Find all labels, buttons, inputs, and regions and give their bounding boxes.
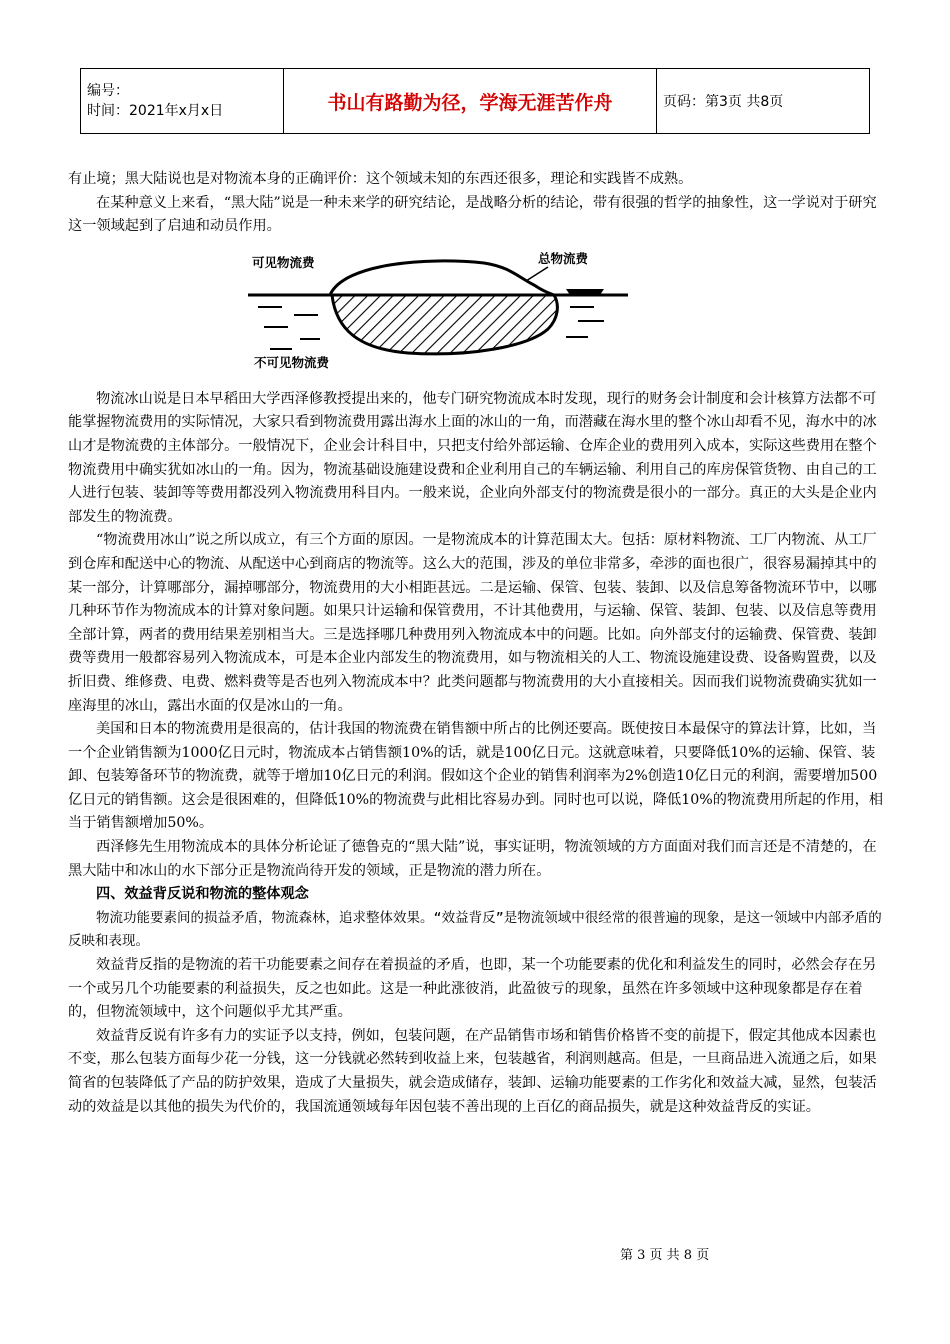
paragraph: 美国和日本的物流费用是很高的，估计我国的物流费在销售额中所占的比例还要高。既使按日本最保守的算法计算，比如，当一个企业销售额为1000亿日元时，物流成本占销售额10%的话，就是100亿日元。这就意味着，只要降低10%的运输、保管、装卸、包装筹备环节的物流费，就等于增加10亿日元的利润。假如这个企业的销售利润率为2%创造10亿日元的利润，需要增加500亿日元的销售额。这会是很困难的，但降低10%的物流费与此相比容易办到。同时也可以说，降低10%的物流费用所起的作用，相当于销售额增加50%。 <box>68 721 884 832</box>
paragraph: 西泽修先生用物流成本的具体分析论证了德鲁克的“黑大陆”说，事实证明，物流领域的方方面面对我们而言还是不清楚的，在黑大陆中和冰山的水下部分正是物流尚待开发的领域，正是物流的潜力所在。 <box>68 839 877 879</box>
iceberg-figure <box>248 249 628 374</box>
header-motto: 书山有路勤为径，学海无涯苦作舟 <box>284 69 657 134</box>
paragraph: 有止境；黑大陆说也是对物流本身的正确评价：这个领域未知的东西还很多，理论和实践皆不成熟。 <box>68 171 693 187</box>
label-invisible-cost: 不可见物流费 <box>254 354 330 370</box>
label-visible-cost: 可见物流费 <box>252 254 315 270</box>
paragraph: 物流冰山说是日本早稻田大学西泽修教授提出来的，他专门研究物流成本时发现，现行的财务会计制度和会计核算方法都不可能掌握物流费用的实际情况，大家只看到物流费用露出海水上面的冰山的一角，而潜藏在海水里的整个冰山却看不见，海水中的冰山才是物流费的主体部分。一般情况下，企业会计科目中，只把支付给外部运输、仓库企业的费用列入成本，实际这些费用在整个物流费用中确实犹如冰山的一角。因为，物流基础设施建设费和企业利用自己的车辆运输、利用自己的库房保管货物、由自己的工人进行包装、装卸等等费用都没列入物流费用科目内。一般来说，企业向外部支付的物流费是很小的一部分。真正的大头是企业内部发生的物流费。 <box>68 390 877 525</box>
document-body <box>68 168 883 1119</box>
iceberg-visible-part <box>330 261 554 295</box>
paragraph: 效益背反说有许多有力的实证予以支持，例如，包装问题，在产品销售市场和销售价格皆不变的前提下，假定其他成本因素也不变，那么包装方面每少花一分钱，这一分钱就必然转到收益上来，包装越省，利润则越高。但是，一旦商品进入流通之后，如果简省的包装降低了产品的防护效果，造成了大量损失，就会造成储存，装卸、运输功能要素的工作劣化和效益大减，显然，包装活动的效益是以其他的损失为代价的，我国流通领域每年因包装不善出现的上百亿的商品损失，就是这种效益背反的实证。 <box>68 1027 877 1115</box>
iceberg-submerged-part <box>332 295 557 354</box>
header-page-label: 页码：第3页 共8页 <box>657 69 870 134</box>
paragraph: 效益背反指的是物流的若干功能要素之间存在着损益的矛盾，也即，某一个功能要素的优化和利益发生的同时，必然会存在另一个或另几个功能要素的利益损失，反之也如此。这是一种此涨彼消，此盈彼亏的现象，虽然在许多领域中这种现象都是存在着的，但物流领域中，这个问题似乎尤其严重。 <box>68 957 877 1021</box>
section-heading: 四、效益背反说和物流的整体观念 <box>96 886 309 903</box>
label-total-cost: 总物流费 <box>538 250 589 266</box>
paragraph: 在某种意义上来看，“黑大陆”说是一种未来学的研究结论，是战略分析的结论，带有很强的哲学的抽象性，这一学说对于研究这一领域起到了启迪和动员作用。 <box>68 194 877 235</box>
header-meta-cell <box>81 69 284 134</box>
header-table <box>80 68 870 134</box>
ship-shape <box>566 289 604 295</box>
total-pointer-line <box>526 267 548 281</box>
page-footer: 第 3 页 共 8 页 <box>620 1248 710 1263</box>
paragraph: 物流功能要素间的损益矛盾，物流森林，追求整体效果。“效益背反”是物流领域中很经常的很普遍的现象，是这一领域中内部矛盾的反映和表现。 <box>68 909 882 950</box>
doc-date-label: 时间：2021年x月x日 <box>87 103 224 119</box>
doc-number-label: 编号： <box>87 83 129 99</box>
paragraph: “物流费用冰山”说之所以成立，有三个方面的原因。一是物流成本的计算范围太大。包括：原材料物流、工厂内物流、从工厂到仓库和配送中心的物流、从配送中心到商店的物流等。这么大的范围，涉及的单位非常多，牵涉的面也很广，很容易漏掉其中的某一部分，计算哪部分，漏掉哪部分，物流费用的大小相距甚远。二是运输、保管、包装、装卸、以及信息筹备物流环节中，以哪几种环节作为物流成本的计算对象问题。如果只计运输和保管费用，不计其他费用，与运输、保管、装卸、包装、以及信息等费用全部计算，两者的费用结果差别相当大。三是选择哪几种费用列入物流成本中的问题。比如。向外部支付的运输费、保管费、装卸费等费用一般都容易列入物流成本，可是本企业内部发生的物流费用，如与物流相关的人工、物流设施建设费、设备购置费，以及折旧费、维修费、电费、燃料费等是否也列入物流成本中？此类问题都与物流费用的大小直接相关。因而我们说物流费确实犹如一座海里的冰山，露出水面的仅是冰山的一角。 <box>68 532 877 714</box>
